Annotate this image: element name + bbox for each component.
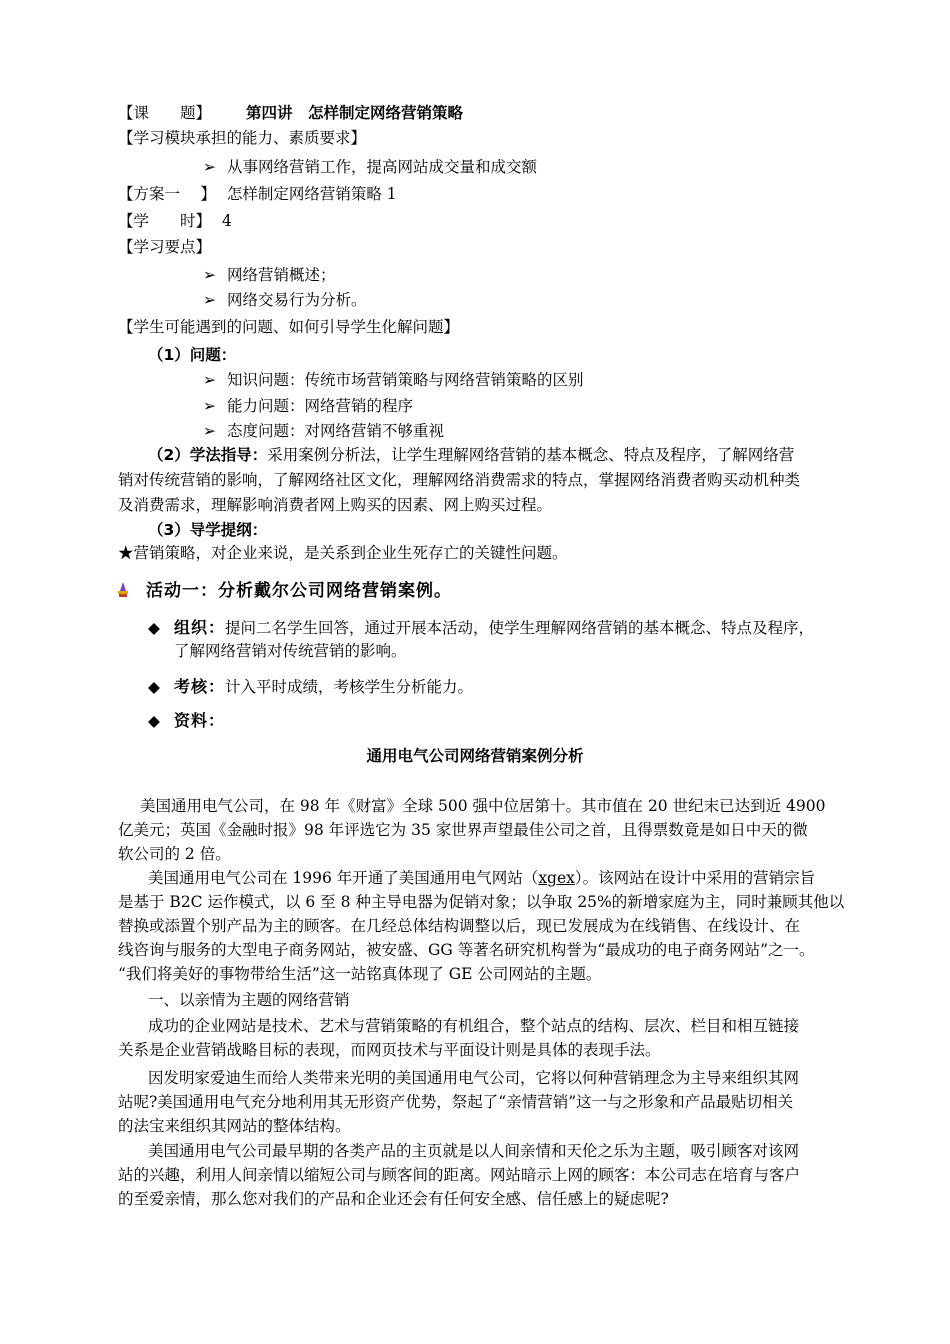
- module-item: ➢ 从事网络营销工作，提高网站成交量和成交额: [203, 158, 538, 176]
- pencil-icon: [116, 581, 146, 601]
- website-link[interactable]: xgex: [538, 869, 575, 887]
- problem-item: ➢ 知识问题：传统市场营销策略与网络营销策略的区别: [203, 371, 584, 389]
- q1-label: （1）问题：: [148, 346, 237, 364]
- diamond-bullet-icon: ◆: [148, 712, 160, 730]
- p2-line-1: 美国通用电气公司在 1996 年开通了美国通用电气网站（xgex）。该网站在设计中采用的营销宗旨: [148, 869, 816, 887]
- topic-title: 第四讲 怎样制定网络营销策略: [245, 104, 463, 122]
- plan-label: 【方案一 】: [118, 185, 216, 203]
- p3-line-1: 成功的企业网站是技术、艺术与营销策略的有机组合，整个站点的结构、层次、栏目和相互链接: [148, 1017, 800, 1035]
- p4-line-3: 的法宝来组织其网站的整体结构。: [118, 1117, 351, 1135]
- case-title: 通用电气公司网络营销案例分析: [366, 747, 584, 765]
- plan-row: [118, 184, 397, 204]
- arrow-bullet-icon: ➢: [203, 422, 216, 440]
- material-row: [148, 711, 225, 731]
- arrow-bullet-icon: ➢: [203, 371, 216, 389]
- arrow-bullet-icon: ➢: [203, 266, 216, 284]
- problem-item: ➢ 态度问题：对网络营销不够重视: [203, 422, 445, 440]
- p1-line-3: 软公司的 2 倍。: [118, 845, 231, 863]
- q2-line-2: 销对传统营销的影响，了解网络社区文化，理解网络消费需求的特点，掌握网络消费者购买动机种类: [118, 471, 801, 489]
- activity-title-row: [116, 581, 452, 601]
- assess-label: 考核：: [174, 677, 226, 696]
- p2-line-4: 线咨询与服务的大型电子商务网站，被安盛、GG 等著名研究机构誉为“最成功的电子商务网站”之一。: [118, 941, 815, 959]
- q2-line-3: 及消费需求，理解影响消费者网上购买的因素、网上购买过程。: [118, 496, 553, 514]
- p5-line-3: 的至爱亲情，那么您对我们的产品和企业还会有任何安全感、信任感上的疑虑呢?: [118, 1190, 669, 1208]
- q3-label: （3）导学提纲：: [148, 521, 268, 539]
- point-item: ➢ 网络营销概述；: [203, 266, 336, 284]
- material-label: 资料：: [174, 711, 226, 730]
- arrow-bullet-icon: ➢: [203, 397, 216, 415]
- q2-line-1: （2）学法指导：采用案例分析法，让学生理解网络营销的基本概念、特点及程序，了解网络营: [148, 446, 795, 464]
- arrow-bullet-icon: ➢: [203, 158, 216, 176]
- p2-line-3: 替换或添置个别产品为主的顾客。在几经总体结构调整以后，现已发展成为在线销售、在线设计、在: [118, 917, 801, 935]
- plan-value: 怎样制定网络营销策略 1: [226, 185, 397, 203]
- p5-line-2: 站的兴趣，利用人间亲情以缩短公司与顾客间的距离。网站暗示上网的顾客：本公司志在培育与客户: [118, 1166, 801, 1184]
- org-label: 组织：: [174, 618, 226, 637]
- hours-value: 4: [221, 212, 232, 230]
- hours-row: [118, 211, 232, 231]
- problem-item: ➢ 能力问题：网络营销的程序: [203, 397, 414, 415]
- problems-label: 【学生可能遇到的问题、如何引导学生化解问题】: [118, 318, 460, 336]
- p1-line-1: 美国通用电气公司，在 98 年《财富》全球 500 强中位居第十。其市值在 20 世纪末已达到近 4900: [140, 797, 826, 815]
- q2-label: （2）学法指导：: [148, 446, 268, 464]
- arrow-bullet-icon: ➢: [203, 291, 216, 309]
- section-heading: 一、以亲情为主题的网络营销: [148, 991, 350, 1009]
- p4-line-1: 因发明家爱迪生而给人类带来光明的美国通用电气公司，它将以何种营销理念为主导来组织其网: [148, 1069, 800, 1087]
- star-line: ★营销策略，对企业来说，是关系到企业生死存亡的关键性问题。: [118, 544, 568, 562]
- p5-line-1: 美国通用电气公司最早期的各类产品的主页就是以人间亲情和天伦之乐为主题，吸引顾客对该网: [148, 1142, 800, 1160]
- p4-line-2: 站呢?美国通用电气充分地利用其无形资产优势，祭起了“亲情营销”这一与之形象和产品最贴切相关: [118, 1093, 794, 1111]
- activity-title: 活动一：分析戴尔公司网络营销案例。: [146, 581, 452, 601]
- point-item: ➢ 网络交易行为分析。: [203, 291, 367, 309]
- topic-row: [118, 103, 463, 123]
- topic-label: 【课 题】: [118, 104, 212, 122]
- hours-label: 【学 时】: [118, 212, 212, 230]
- diamond-bullet-icon: ◆: [148, 678, 160, 696]
- points-label: 【学习要点】: [118, 238, 212, 256]
- p2-line-5: “我们将美好的事物带给生活”这一站铭真体现了 GE 公司网站的主题。: [118, 965, 602, 983]
- p3-line-2: 关系是企业营销战略目标的表现，而网页技术与平面设计则是具体的表现手法。: [118, 1041, 661, 1059]
- org-row: ◆ 组织：提问二名学生回答，通过开展本活动，使学生理解网络营销的基本概念、特点及程序，: [148, 618, 815, 637]
- p1-line-2: 亿美元；英国《金融时报》98 年评选它为 35 家世界声望最佳公司之首，且得票数竟是如日中天的微: [118, 821, 808, 839]
- diamond-bullet-icon: ◆: [148, 619, 160, 637]
- org-line-2: 了解网络营销对传统营销的影响。: [174, 642, 407, 660]
- assess-row: ◆ 考核：计入平时成绩，考核学生分析能力。: [148, 677, 474, 696]
- module-label: 【学习模块承担的能力、素质要求】: [118, 129, 367, 147]
- p2-line-2: 是基于 B2C 运作模式，以 6 至 8 种主导电器为促销对象；以争取 25%的新增家庭为主，同时兼顾其他以: [118, 893, 845, 911]
